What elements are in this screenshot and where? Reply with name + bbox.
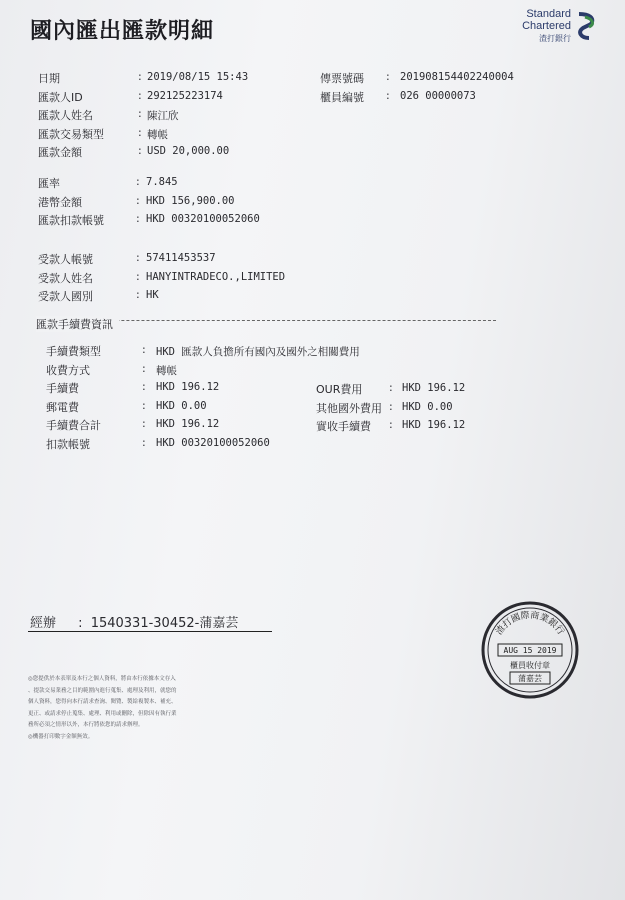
- stamp-name: 蒲嘉芸: [518, 674, 542, 683]
- stamp-bottom-text: 櫃員收付章: [510, 661, 550, 670]
- bank-logo: [509, 8, 611, 44]
- remitter-field-value: 轉帳: [147, 128, 168, 141]
- fee-section-label: 匯款手續費資訊: [36, 316, 119, 332]
- colon-separator: :: [389, 418, 393, 431]
- handler-row: 經辦 : 1540331-30452-蒲嘉芸: [30, 616, 239, 631]
- fee-field-label: 郵電費: [46, 400, 79, 414]
- remitter-field-value: 29212522317​4: [147, 89, 223, 102]
- fee-summary-field-label: 實收手續費: [316, 420, 371, 433]
- remitter-field-label: 匯款人ID: [38, 90, 83, 104]
- colon-separator: :: [138, 144, 142, 157]
- fee-field-value: 轉帳: [156, 364, 177, 377]
- remitter-field-label: 匯款金額: [38, 146, 82, 159]
- voucher-field-value: 201908154402240004: [400, 71, 514, 83]
- exchange-field-label: 匯款扣款帳號: [38, 214, 104, 227]
- colon-separator: :: [142, 417, 146, 430]
- logo-line-1: Standard: [526, 8, 571, 20]
- colon-separator: :: [138, 107, 142, 120]
- exchange-field-label: 港幣金額: [38, 195, 82, 209]
- colon-separator: :: [386, 88, 390, 102]
- beneficiary-field-value: 57411453537: [146, 252, 216, 264]
- colon-separator: :: [138, 125, 142, 139]
- fee-field-value: HKD 0.00: [156, 399, 207, 412]
- exchange-field-value: HKD 00320100052060: [146, 213, 260, 225]
- colon-separator: :: [389, 381, 393, 394]
- fee-field-value: HKD 196.12: [156, 381, 220, 393]
- exchange-field-value: 7.845: [146, 176, 178, 188]
- remitter-field-label: 匯款交易類型: [38, 127, 104, 141]
- note-line: ◎機器打印數字金額無效。: [28, 733, 94, 740]
- colon-separator: :: [136, 175, 140, 188]
- remitter-field-label: 日期: [38, 72, 60, 85]
- fee-summary-field-label: 其他國外費用: [316, 401, 382, 415]
- colon-separator: :: [142, 398, 146, 412]
- fee-summary-field-value: HKD 196.12: [402, 419, 466, 431]
- logo-line-2: Chartered: [522, 20, 571, 32]
- teller-stamp: [480, 600, 580, 700]
- signature-line: [28, 631, 272, 632]
- colon-separator: :: [136, 212, 140, 225]
- colon-separator: :: [142, 435, 146, 449]
- handler-label: 經辦: [30, 616, 57, 631]
- page-title: 國內匯出匯款明細: [30, 19, 215, 44]
- colon-separator: :: [136, 269, 140, 283]
- stamp-top-text: 渣打國際商業銀行: [494, 610, 566, 638]
- beneficiary-field-value: HK: [146, 289, 159, 301]
- remitter-field-value: USD 20,000.00: [147, 145, 230, 157]
- note-line: 、提款交易業務之目的範圍內進行蒐集、處理及利用，就您的: [28, 687, 177, 694]
- colon-separator: :: [138, 70, 142, 83]
- colon-separator: :: [136, 193, 140, 207]
- colon-separator: :: [142, 343, 146, 356]
- colon-separator: :: [136, 288, 140, 301]
- beneficiary-field-value: HANYINTRADECO.,LIMITED: [146, 270, 286, 283]
- fee-field-label: 手續費合計: [46, 419, 101, 432]
- fee-summary-field-value: HKD 196.12: [402, 382, 466, 394]
- note-line: 更正、或請求停止蒐集、處理、利用或刪除，但除因有執行業: [28, 710, 177, 717]
- note-line: ◎您提供於本表單及本行之個人資料，將由本行依據本文存入: [28, 676, 176, 682]
- voucher-field-value: 026 00000073: [400, 89, 476, 102]
- remitter-field-value: 陳江欣: [147, 110, 179, 122]
- note-line: 務所必須之情形以外，本行將依您的請求辦理。: [28, 722, 144, 728]
- exchange-field-value: HKD 156,900.00: [146, 194, 235, 207]
- colon-separator: :: [142, 380, 146, 393]
- colon-separator: :: [136, 251, 140, 264]
- fee-field-label: 手續費: [46, 382, 79, 395]
- fee-field-value: HKD 196.12: [156, 418, 220, 430]
- beneficiary-field-label: 受款人國別: [38, 290, 93, 303]
- stamp-date: AUG 15 2019: [503, 646, 557, 655]
- colon-separator: :: [386, 70, 390, 83]
- remitter-field-value: 2019/08/15 15:43: [147, 71, 249, 83]
- fee-field-label: 扣款帳號: [46, 437, 90, 451]
- logo-line-3: 渣打銀行: [539, 34, 571, 43]
- fee-field-value: HKD 00320100052060: [156, 436, 270, 449]
- beneficiary-field-label: 受款人姓名: [38, 271, 93, 285]
- fee-summary-field-label: OUR費用: [316, 383, 363, 396]
- fee-field-value: HKD 匯款人負擔所有國內及國外之相關費用: [156, 346, 360, 358]
- beneficiary-field-label: 受款人帳號: [38, 253, 93, 266]
- note-line: 個人資料，您得向本行請求查詢、閱覽、製給複製本、補充、: [28, 699, 177, 705]
- colon-separator: :: [138, 88, 142, 102]
- fee-field-label: 手續費類型: [46, 345, 101, 358]
- fee-field-label: 收費方式: [46, 363, 90, 377]
- colon-separator: :: [142, 361, 146, 375]
- standard-chartered-logo-icon: [575, 12, 599, 42]
- remitter-field-label: 匯款人姓名: [38, 109, 93, 122]
- voucher-field-label: 櫃員編號: [320, 90, 364, 104]
- colon-separator: :: [389, 399, 393, 413]
- handler-value: 1540331-30452-蒲嘉芸: [90, 616, 239, 631]
- exchange-field-label: 匯率: [38, 177, 60, 190]
- voucher-field-label: 傳票號碼: [320, 72, 364, 85]
- fee-summary-field-value: HKD 0.00: [402, 400, 453, 413]
